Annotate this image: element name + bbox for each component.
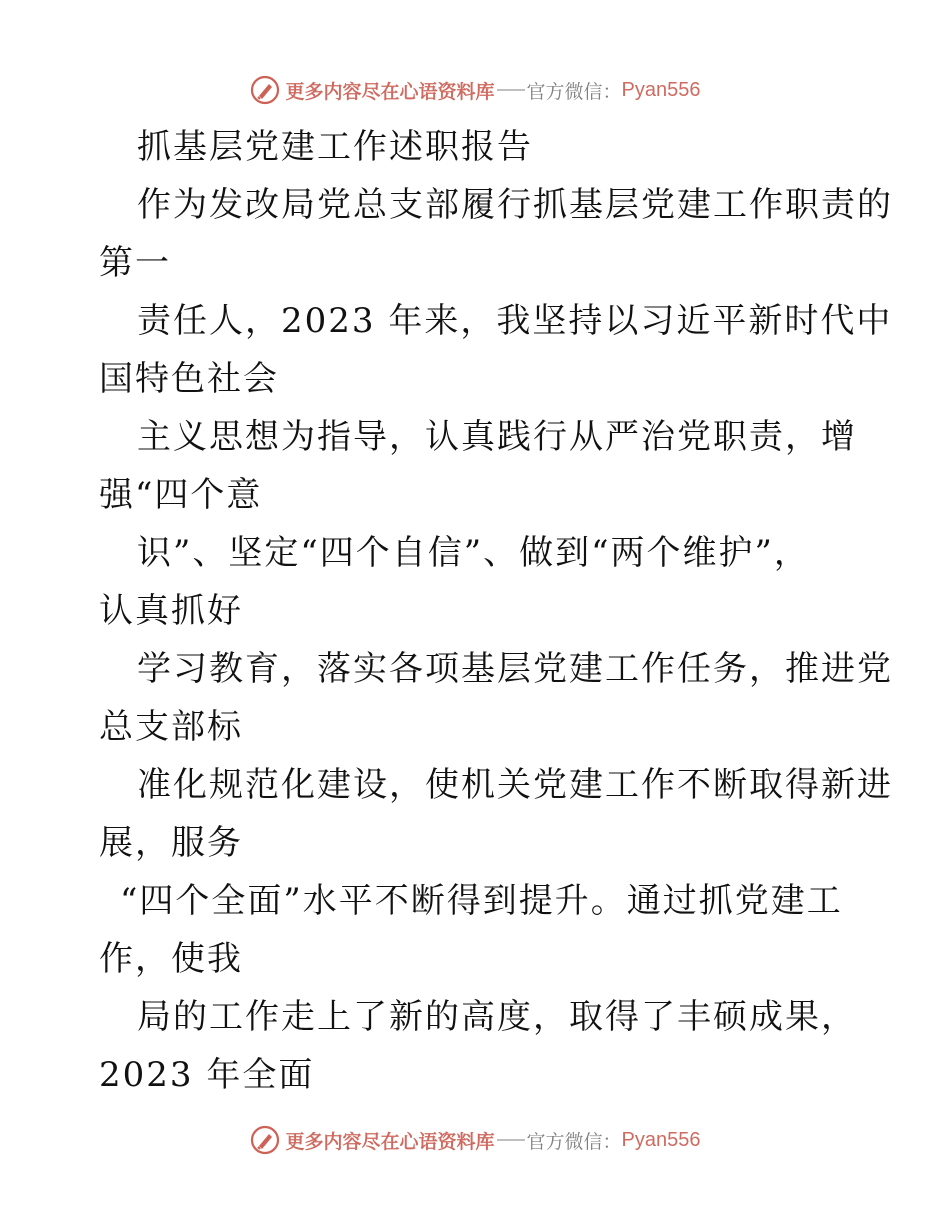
banner-wechat-id: Pyan556: [621, 78, 701, 101]
banner-wechat-label: 官方微信：: [526, 1130, 622, 1153]
body-line: “四个全面”水平不断得到提升。通过抓党建工: [120, 881, 843, 921]
banner-wechat-id: Pyan556: [621, 1128, 701, 1151]
body-line: 识”、坚定“四个自信”、做到“两个维护”，: [137, 533, 810, 573]
body-line: 展，服务: [99, 823, 243, 863]
body-line: 作为发改局党总支部履行抓基层党建工作职责的: [137, 185, 893, 225]
body-line: 责任人，2023 年来，我坚持以习近平新时代中: [137, 301, 893, 341]
body-line: 总支部标: [99, 707, 243, 747]
banner-main-text: 更多内容尽在心语资料库: [285, 1130, 495, 1153]
document-title: 抓基层党建工作述职报告: [137, 127, 533, 167]
banner-wechat-label: 官方微信：: [526, 80, 622, 103]
footer-watermark-banner: [0, 1120, 950, 1160]
banner-main-text: 更多内容尽在心语资料库: [285, 80, 495, 103]
body-line: 认真抓好: [99, 591, 243, 631]
body-line: 主义思想为指导，认真践行从严治党职责，增: [137, 417, 857, 457]
body-line: 学习教育，落实各项基层党建工作任务，推进党: [137, 649, 893, 689]
body-line: 局的工作走上了新的高度，取得了丰硕成果，: [137, 997, 857, 1037]
body-line: 作，使我: [99, 939, 243, 979]
body-line: 准化规范化建设，使机关党建工作不断取得新进: [137, 765, 893, 805]
body-line: 强“四个意: [99, 475, 263, 515]
fountain-pen-seal-logo-icon: [250, 1125, 280, 1155]
banner-dash: [497, 1139, 525, 1141]
body-line: 第一: [99, 243, 171, 283]
body-line: 国特色社会: [99, 359, 279, 399]
body-line: 2023 年全面: [99, 1055, 315, 1095]
